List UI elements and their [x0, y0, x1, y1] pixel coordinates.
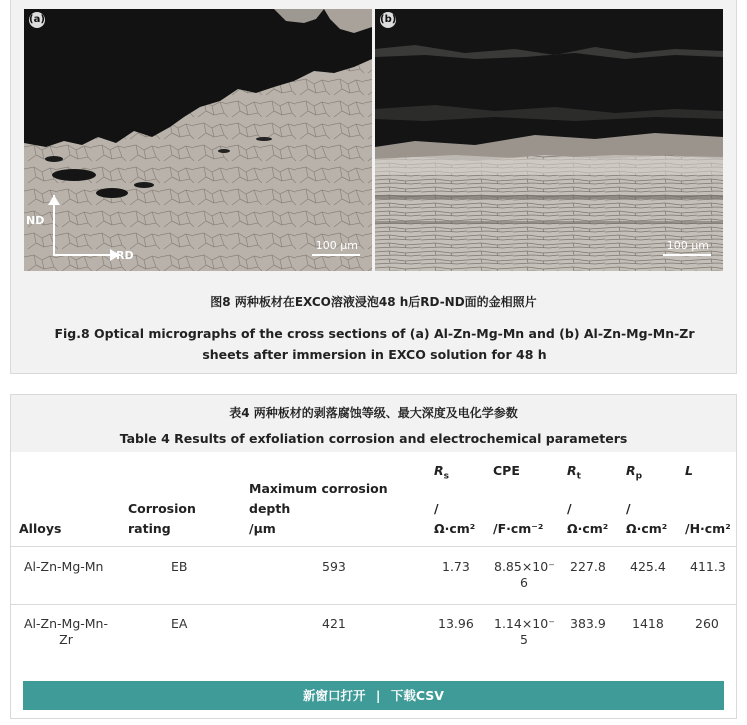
- micrograph-a-image: [24, 9, 372, 271]
- header-rs-sub: s: [443, 471, 449, 482]
- header-alloys: Alloys: [19, 521, 62, 536]
- header-rating-line2: rating: [128, 521, 171, 536]
- header-rs-unit-line2: Ω·cm²: [434, 521, 476, 536]
- header-rt-unit-line2: Ω·cm²: [567, 521, 609, 536]
- header-depth-line2: depth: [249, 501, 291, 516]
- micrograph-b-image: [375, 9, 723, 271]
- row1-rating: EB: [171, 559, 188, 574]
- header-cpe-unit: /F·cm⁻²: [493, 521, 544, 536]
- nd-axis-label: ND: [26, 214, 45, 227]
- panel-b-label: (b): [380, 12, 396, 28]
- row1-rs: 1.73: [442, 559, 470, 574]
- row1-rp: 425.4: [630, 559, 666, 574]
- row2-rs: 13.96: [438, 616, 474, 631]
- header-rp-symbol: R: [626, 463, 636, 478]
- header-rp-unit-line1: /: [626, 501, 631, 516]
- row2-cpe-line1: 1.14×10⁻: [494, 616, 555, 631]
- scale-bar-b-label: 100 μm: [666, 239, 709, 252]
- row1-depth: 593: [322, 559, 346, 574]
- scale-bar-b: [663, 254, 711, 256]
- row2-cpe-line2: 5: [520, 632, 528, 647]
- row2-cpe: [494, 616, 554, 648]
- micrograph-b: [375, 9, 723, 271]
- header-rating-line1: Corrosion: [128, 501, 196, 516]
- header-rt: [567, 461, 581, 487]
- header-rs-unit: [434, 499, 475, 539]
- header-rt-unit: [567, 499, 608, 539]
- row1-cpe: [494, 559, 554, 591]
- row2-l: 260: [695, 616, 719, 631]
- header-corrosion-rating: [128, 499, 196, 539]
- panel-a-label: (a): [29, 12, 45, 28]
- header-rs: [434, 461, 449, 487]
- header-max-depth: [249, 479, 388, 539]
- figure-caption-en: Fig.8 Optical micrographs of the cross sections of (a) Al-Zn-Mg-Mn and (b) Al-Zn-Mg-Mn-Zr sheets after immersion in EXCO solution for 48 h: [54, 326, 695, 362]
- header-rp: [626, 461, 642, 487]
- row-divider: [11, 604, 736, 605]
- header-rt-symbol: R: [567, 463, 577, 478]
- row2-rp: 1418: [632, 616, 664, 631]
- table-caption-area: [11, 395, 736, 452]
- download-csv-link[interactable]: 下载CSV: [390, 688, 444, 703]
- row2-rt: 383.9: [570, 616, 606, 631]
- header-l-unit: /H·cm²: [685, 521, 731, 536]
- table-actions-bar: [23, 681, 724, 710]
- header-divider: [11, 546, 736, 547]
- header-rp-unit-line2: Ω·cm²: [626, 521, 668, 536]
- scale-bar-a-label: 100 μm: [315, 239, 358, 252]
- table-caption-en: Table 4 Results of exfoliation corrosion and electrochemical parameters: [119, 431, 628, 446]
- header-depth-line1: Maximum corrosion: [249, 481, 388, 496]
- header-rp-unit: [626, 499, 667, 539]
- row2-rating: EA: [171, 616, 188, 631]
- scale-bar-a: [312, 254, 360, 256]
- row1-alloy: Al-Zn-Mg-Mn: [24, 559, 104, 574]
- header-rs-symbol: R: [434, 463, 444, 478]
- rd-axis-label: RD: [116, 249, 134, 262]
- header-l-symbol: L: [685, 463, 693, 478]
- action-separator: |: [375, 688, 381, 703]
- row2-alloy-line2: Zr: [59, 632, 73, 647]
- row1-rt: 227.8: [570, 559, 606, 574]
- header-rs-unit-line1: /: [434, 501, 439, 516]
- row2-alloy: [21, 616, 111, 648]
- row1-l: 411.3: [690, 559, 726, 574]
- table-caption-cn: 表4 两种板材的剥落腐蚀等级、最大深度及电化学参数: [229, 406, 518, 420]
- table-panel: [10, 394, 737, 719]
- open-new-window-link[interactable]: 新窗口打开: [303, 688, 366, 703]
- header-rt-sub: t: [576, 471, 581, 482]
- micrograph-a: [24, 9, 372, 271]
- header-l: [685, 461, 693, 481]
- figure-panel: [10, 0, 737, 374]
- row1-cpe-line1: 8.85×10⁻: [494, 559, 555, 574]
- header-cpe: CPE: [493, 463, 520, 478]
- header-rt-unit-line1: /: [567, 501, 572, 516]
- row2-depth: 421: [322, 616, 346, 631]
- row2-alloy-line1: Al-Zn-Mg-Mn-: [24, 616, 108, 631]
- header-rp-sub: p: [635, 471, 643, 482]
- figure-caption-cn: 图8 两种板材在EXCO溶液浸泡48 h后RD-ND面的金相照片: [210, 295, 537, 309]
- row1-cpe-line2: 6: [520, 575, 528, 590]
- header-depth-line3: /μm: [249, 521, 276, 536]
